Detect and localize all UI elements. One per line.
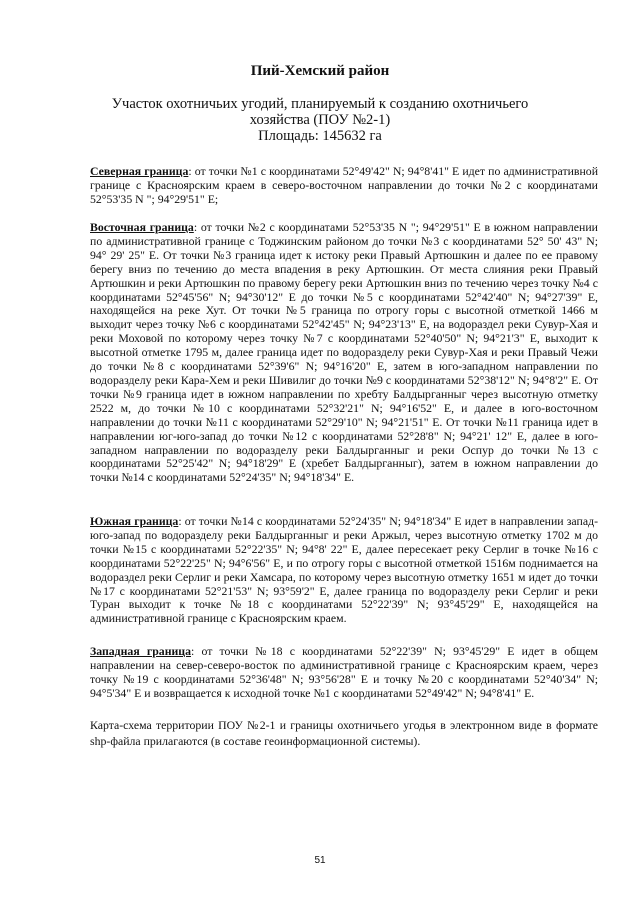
closing-paragraph: Карта-схема территории ПОУ №2-1 и границы охотничьего угодья в электронном виде в формате shp-файла прилагаются (в составе геоинформационной системы). [90,718,598,748]
east-boundary-paragraph [90,221,598,485]
west-boundary-paragraph [90,645,598,701]
north-boundary-paragraph [90,165,598,207]
east-boundary-label: Восточная граница [90,220,194,234]
south-boundary-text: : от точки №14 с координатами 52°24'35" N; 94°18'34" E идет в направлении запад-юго-запад по водоразделу реки Балдырганныг и реки Аржыл, через высотную отметку 1702 м до точки №15 с координатами 52°22'35" N; 94°8' 22" E, далее пересекает реку Серлиг в точке №16 с координатами 52°22'25" N; 94°6'56" E, и по отрогу горы с высотной отметкой 1516м поднимается на водораздел реки Серлиг и реки Хамсара, по которому через высотную отметку 1651 м идет до точки №17 с координатами 52°21'53" N; 93°59'2" E, далее граница по водоразделу реки Серлиг и реки Туран выходит к точке №18 с координатами 52°22'39" N; 93°45'29" E, находящейся на административной границе с Красноярским краем. [90,514,598,626]
district-title: Пий-Хемский район [250,63,390,79]
south-boundary-paragraph [90,515,598,626]
west-boundary-label: Западная граница [90,644,191,658]
area-value: Площадь: 145632 га [258,128,382,144]
area-heading [110,96,530,144]
east-boundary-text: : от точки №2 с координатами 52°53'35 N "; 94°29'51" E в южном направлении по административной границе с Тоджинским районом до точки №3 с координатами 52° 50' 43" N; 94° 29' 25" E. От точки №3 граница идет к истоку реки Правый Артюшкин и далее по ее правому берегу вниз по течению до места впадения в реку Артюшкин. От места слияния реки Правый Артюшкин и реки Артюшкин по правому берегу реки Артюшкин вниз по течению через точку №4 с координатами 52°45'56" N; 94°30'12" E до точки №5 с координатами 52°42'40" N; 94°27'39" E, находящейся на реке Хут. От точки №5 граница по отрогу горы с высотной отметкой 1466 м выходит через точку №6 с координатами 52°42'45" N; 94°23'13" E, на водораздел реки Сувур-Хая и реки Моховой по которому через точку №7 с координатами 52°40'50" N; 94°21'3" E, выходит к высотной отметке 1795 м, далее граница идет по водоразделу реки Сувур-Хая и реки Правый Чежи до точки №8 с координатами 52°39'6" N; 94°16'20" E, затем в юго-западном направлении по водоразделу реки Кара-Хем и реки Шивилиг до точки №9 с координатами 52°38'12" N; 94°8'2" E. От точки №9 граница идет в южном направлении по хребту Балдырганныг через высотную отметку 2522 м, до точки №10 с координатами 52°32'21" N; 94°16'52" E, и далее в юго-восточном направлении до точки №11 с координатами 52°29'10" N; 94°21'51" E. От точки №11 граница идет в направлении юг-юго-запад до точки №12 с координатами 52°28'8" N; 94°21' 12" E, далее в юго-западном направлении по водоразделу реки Балдырганныг и реки Оспур до точки №13 с координатами 52°25'42" N; 94°18'29" E (хребет Балдырганныг), затем в южном направлении до точки №14 с координатами 52°24'35" N; 94°18'34" E. [90,220,598,485]
north-boundary-label: Северная граница [90,164,189,178]
north-boundary-text: : от точки №1 с координатами 52°49'42" N; 94°8'41" E идет по административной границе с Красноярским краем в северо-восточном направлении до точки №2 с координатами 52°53'35 N "; 94°29'51" E; [90,164,599,206]
page-number: 51 [314,855,326,866]
south-boundary-label: Южная граница [90,514,179,528]
west-boundary-text: : от точки №18 с координатами 52°22'39" N; 93°45'29" E идет в общем направлении на север-северо-восток по административной границе с Красноярским краем, через точку №19 с координатами 52°36'48" N; 93°56'28" E и точку №20 с координатами 52°40'34" N; 94°5'34" E и возвращается к исходной точке №1 с координатами 52°49'42" N; 94°8'41" E. [90,644,598,700]
heading-line-2: хозяйства (ПОУ №2-1) [249,112,391,128]
heading-line-1: Участок охотничьих угодий, планируемый к созданию охотничьего [111,96,529,112]
